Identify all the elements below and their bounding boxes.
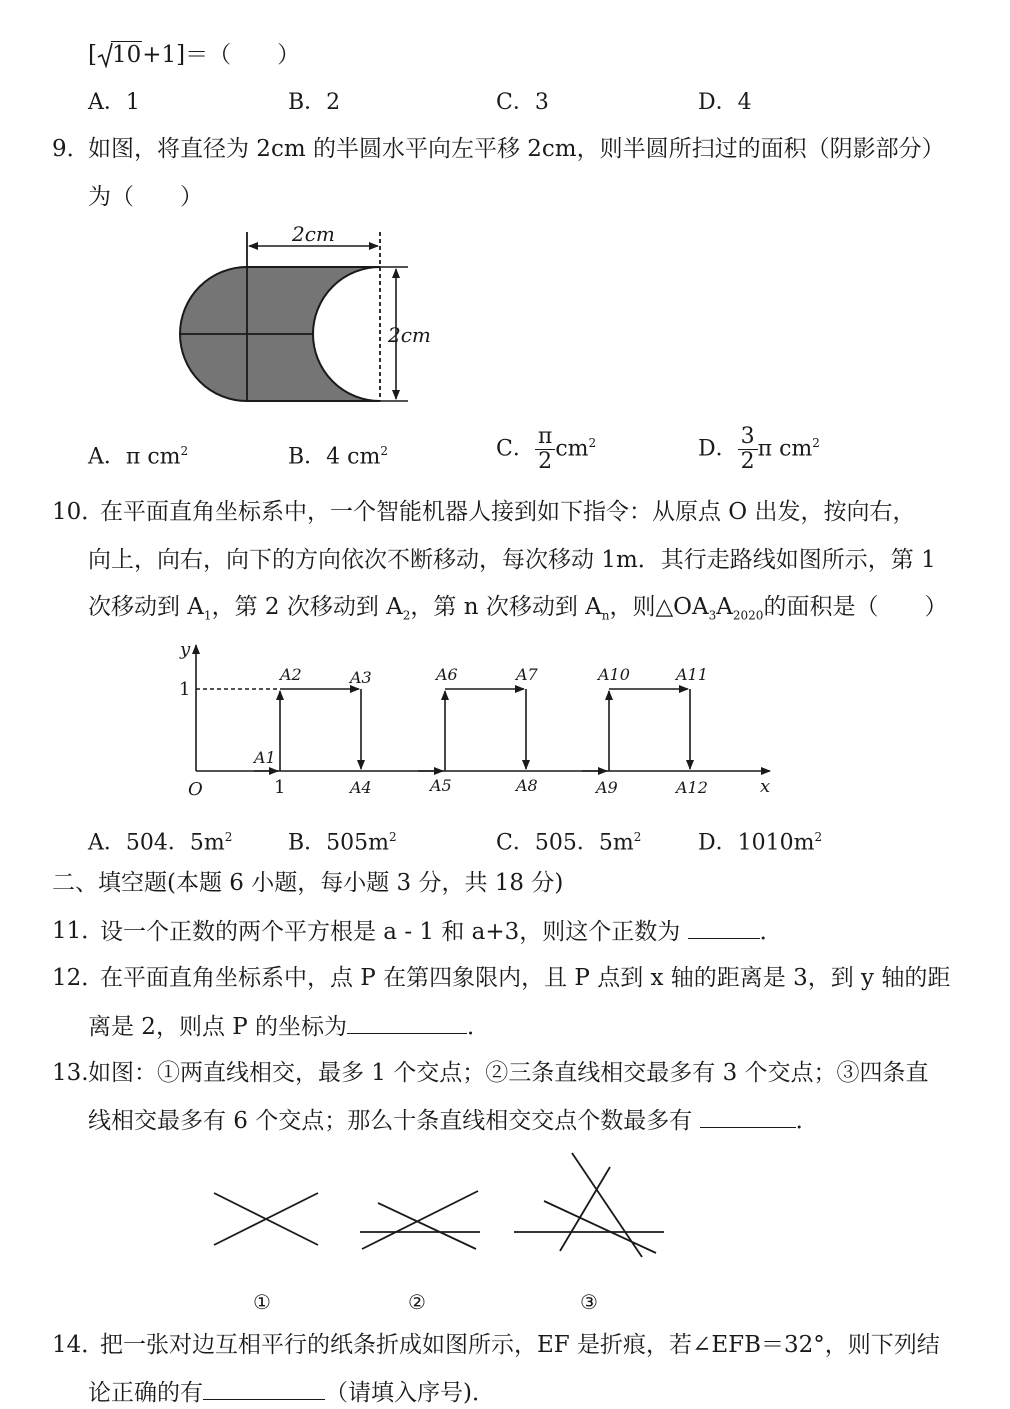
point-a7: A7 bbox=[516, 665, 538, 684]
q10-line2: 向上，向右，向下的方向依次不断移动，每次移动 1m．其行走路线如图所示，第 1 bbox=[88, 547, 936, 573]
fig3-label: ③ bbox=[580, 1290, 598, 1314]
q9-text-line2: 为（ ） bbox=[88, 184, 203, 210]
fraction-3-over-2: $\frac{3}{2}$ bbox=[738, 425, 758, 474]
fig2-line-b bbox=[362, 1191, 478, 1249]
q9-text-line1: 如图，将直径为 2cm 的半圆水平向左平移 2cm，则半圆所扫过的面积（阴影部分） bbox=[88, 136, 945, 162]
q13-lines-figure bbox=[200, 1145, 680, 1320]
q13-answer-blank[interactable] bbox=[700, 1105, 796, 1128]
q12-line2: 离是 2，则点 P 的坐标为 ． bbox=[88, 1011, 490, 1042]
fig2-label: ② bbox=[408, 1290, 426, 1314]
x-axis-label: x bbox=[760, 776, 771, 797]
q12-line1: 在平面直角坐标系中，点 P 在第四象限内，且 P 点到 x 轴的距离是 3，到 y 轴的距 bbox=[100, 965, 951, 991]
fig3-line-c bbox=[560, 1167, 610, 1251]
point-a8: A8 bbox=[516, 776, 538, 795]
y-axis-label: y bbox=[180, 639, 191, 660]
q10-number: 10． bbox=[52, 499, 105, 525]
q12-number: 12． bbox=[52, 965, 105, 991]
q10-option-d: D．$1010m^2$ bbox=[698, 830, 823, 856]
fraction-pi-over-2: $\frac{\pi}{2}$ bbox=[535, 425, 555, 474]
q9-option-c: C． $\frac{\pi}{2}$ $cm^2$ bbox=[496, 424, 597, 474]
sqrt-sign: 10 bbox=[97, 40, 142, 70]
point-a4: A4 bbox=[350, 778, 372, 797]
q14-number: 14． bbox=[52, 1332, 105, 1358]
label-right-2cm: 2cm bbox=[388, 323, 431, 347]
q9-option-d: D． $\frac{3}{2}$ π $cm^2$ bbox=[698, 424, 820, 474]
section-heading: 二、填空题(本题 6 小题，每小题 3 分，共 18 分) bbox=[52, 870, 564, 896]
q11-text: 设一个正数的两个平方根是 a - 1 和 a+3，则这个正数为 ． bbox=[100, 916, 783, 947]
radical-symbol bbox=[97, 42, 113, 68]
point-a6: A6 bbox=[436, 665, 458, 684]
q9-number: 9． bbox=[52, 136, 90, 162]
q8-stem: [ 10+1]＝（ ） bbox=[88, 42, 301, 68]
label-top-2cm: 2cm bbox=[292, 222, 335, 246]
q10-option-b: B．$505m^2$ bbox=[288, 830, 397, 856]
q8-option-a: A．1 bbox=[88, 90, 140, 115]
q13-line1: 如图：①两直线相交，最多 1 个交点；②三条直线相交最多有 3 个交点；③四条直 bbox=[88, 1060, 929, 1086]
q9-option-b: B．4 $cm^2$ bbox=[288, 444, 388, 470]
q10-line3: 次移动到 $A_1$，第 2 次移动到 $A_2$，第 n 次移动到 $A_n$，则$\triangle OA_3A_{2020}$的面积是（ ） bbox=[88, 594, 948, 623]
q13-line2: 线相交最多有 6 个交点；那么十条直线相交交点个数最多有 ． bbox=[88, 1105, 819, 1136]
point-a12: A12 bbox=[676, 778, 708, 797]
q8-option-d: D．4 bbox=[698, 90, 752, 115]
fig1-label: ① bbox=[253, 1290, 271, 1314]
point-a2: A2 bbox=[280, 665, 302, 684]
fig3-line-d bbox=[544, 1201, 656, 1253]
point-a5: A5 bbox=[430, 776, 452, 795]
q11-answer-blank[interactable] bbox=[688, 916, 760, 939]
q14-answer-blank[interactable] bbox=[203, 1377, 325, 1400]
q14-line1: 把一张对边互相平行的纸条折成如图所示，EF 是折痕，若∠EFB＝32°，则下列结 bbox=[100, 1332, 940, 1358]
q12-answer-blank[interactable] bbox=[347, 1011, 467, 1034]
x-tick-1: 1 bbox=[274, 777, 286, 798]
point-a3: A3 bbox=[350, 668, 372, 687]
q10-line1: 在平面直角坐标系中，一个智能机器人接到如下指令：从原点 O 出发，按向右， bbox=[100, 499, 916, 525]
y-tick-1: 1 bbox=[179, 679, 191, 700]
q13-number: 13. bbox=[52, 1060, 89, 1086]
q11-number: 11． bbox=[52, 918, 105, 944]
point-a11: A11 bbox=[676, 665, 708, 684]
q10-option-c: C．505．$5m^2$ bbox=[496, 830, 642, 856]
q9-semicircle-figure bbox=[160, 220, 460, 420]
point-a1: A1 bbox=[254, 748, 276, 767]
q14-line2: 论正确的有 （请填入序号)． bbox=[88, 1377, 495, 1408]
q8-option-c: C．3 bbox=[496, 90, 549, 115]
q9-option-a: A．π $cm^2$ bbox=[88, 444, 189, 470]
point-a10: A10 bbox=[598, 665, 630, 684]
q10-path-figure bbox=[170, 635, 790, 810]
q8-option-b: B．2 bbox=[288, 90, 341, 115]
point-a9: A9 bbox=[596, 778, 618, 797]
q10-option-a: A．504．$5m^2$ bbox=[88, 830, 233, 856]
fig2-line-a bbox=[378, 1203, 476, 1249]
origin-label: O bbox=[188, 779, 203, 800]
